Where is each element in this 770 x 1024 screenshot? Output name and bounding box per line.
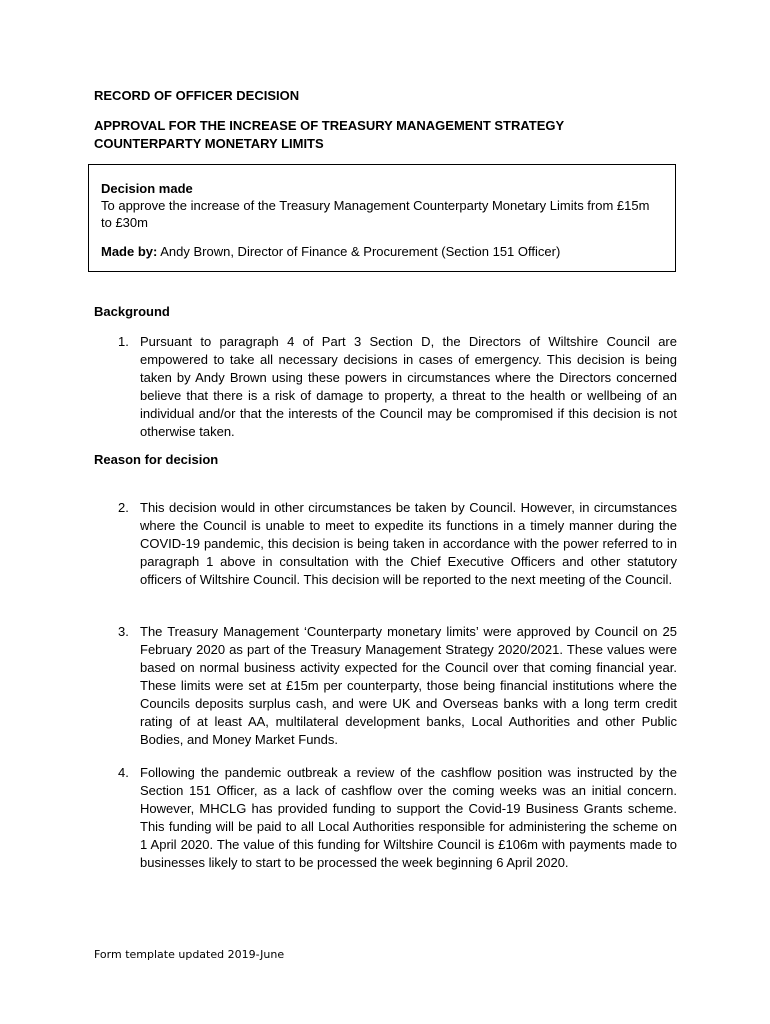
paragraph-number: 1. (118, 334, 129, 349)
paragraph-text: Following the pandemic outbreak a review of the cashflow position was instructed by the Section 151 Officer, as a lack of cashflow over the coming weeks was an initial concern. However, MHCLG has provided funding to support the Covid-19 Business Grants scheme. This funding will be paid to all Local Authorities responsible for administering the scheme on 1 April 2020. The value of this funding for Wiltshire Council is £106m with payments made to businesses likely to start to be processed the week beginning 6 April 2020. (140, 765, 677, 870)
decision-label: Decision made (101, 181, 193, 196)
paragraph-number: 3. (118, 624, 129, 639)
paragraph-number: 2. (118, 500, 129, 515)
numbered-paragraph (118, 623, 677, 749)
made-by-value: Andy Brown, Director of Finance & Procurement (Section 151 Officer) (157, 244, 561, 259)
made-by-line (101, 243, 663, 260)
reason-heading: Reason for decision (94, 452, 219, 467)
decision-box (88, 164, 676, 272)
decision-text: To approve the increase of the Treasury Management Counterparty Monetary Limits from £15m to £30m (101, 198, 650, 230)
paragraph-text: The Treasury Management ‘Counterparty monetary limits’ were approved by Council on 25 February 2020 as part of the Treasury Management Strategy 2020/2021. These values were based on normal business activity expected for the Council over that coming financial year. These limits were set at £15m per counterparty, those being financial institutions where the Councils deposits surplus cash, and were UK and Overseas banks with a long term credit rating of at least AA, multilateral development banks, Local Authorities and other Public Bodies, and Money Market Funds. (140, 624, 677, 747)
numbered-paragraph (118, 499, 677, 589)
numbered-paragraph (118, 333, 677, 441)
paragraph-text: This decision would in other circumstances be taken by Council. However, in circumstances where the Council is unable to meet to expedite its functions in a timely manner during the COVID-19 pandemic, this decision is being taken in accordance with the power referred to in paragraph 1 above in consultation with the Chief Executive Officers and other statutory officers of Wiltshire Council. This decision will be reported to the next meeting of the Council. (140, 500, 677, 587)
approval-title: APPROVAL FOR THE INCREASE OF TREASURY MANAGEMENT STRATEGY COUNTERPARTY MONETARY LIMITS (94, 118, 564, 151)
background-heading: Background (94, 304, 170, 319)
numbered-paragraph (118, 764, 677, 872)
record-title: RECORD OF OFFICER DECISION (94, 88, 300, 103)
made-by-label: Made by: (101, 244, 158, 259)
page-footer: Form template updated 2019-June (94, 948, 285, 961)
paragraph-number: 4. (118, 765, 129, 780)
paragraph-text: Pursuant to paragraph 4 of Part 3 Section D, the Directors of Wiltshire Council are empowered to take all necessary decisions in cases of emergency. This decision is being taken by Andy Brown using these powers in circumstances where the Directors concerned believe that there is a risk of damage to property, a threat to the health or wellbeing of an individual and/or that the interests of the Council may be compromised if this decision is not otherwise taken. (140, 334, 677, 439)
